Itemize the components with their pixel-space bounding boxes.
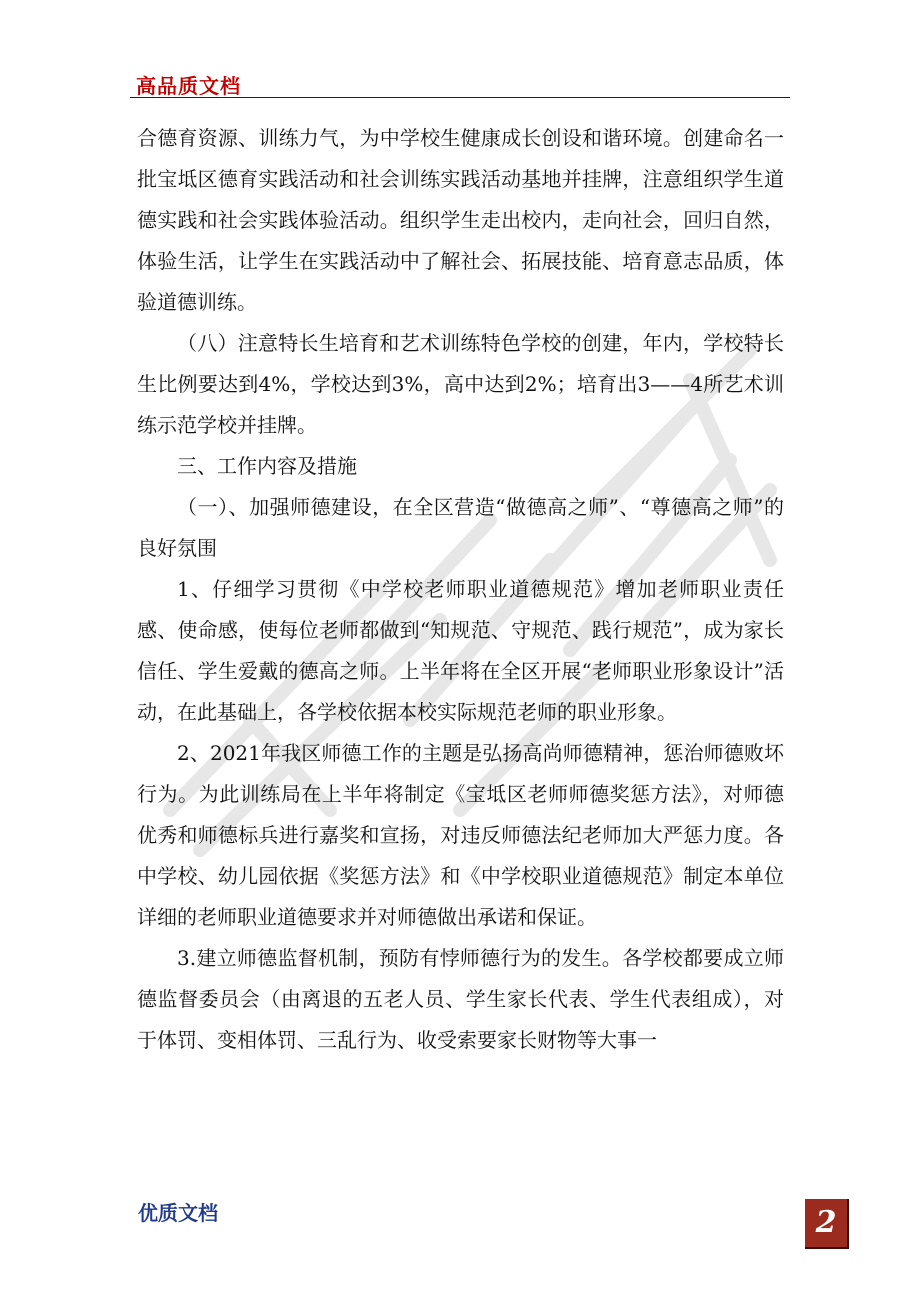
document-body xyxy=(137,118,784,1061)
document-footer-title: 优质文档 xyxy=(138,1201,218,1225)
paragraph: 合德育资源、训练力气，为中学校生健康成长创设和谐环境。创建命名一批宝坻区德育实践活动和社会训练实践活动基地并挂牌，注意组织学生道德实践和社会实践体验活动。组织学生走出校内，走向社会，回归自然，体验生活，让学生在实践活动中了解社会、拓展技能、培育意志品质，体验道德训练。 xyxy=(137,126,784,314)
paragraph: 3.建立师德监督机制，预防有悖师德行为的发生。各学校都要成立师德监督委员会（由离退的五老人员、学生家长代表、学生代表组成），对于体罚、变相体罚、三乱行为、收受索要家长财物等大事一 xyxy=(137,946,784,1052)
paragraph: 2、2021年我区师德工作的主题是弘扬高尚师德精神，惩治师德败坏行为。为此训练局在上半年将制定《宝坻区老师师德奖惩方法》，对师德优秀和师德标兵进行嘉奖和宣扬，对违反师德法纪老师加大严惩力度。各中学校、幼儿园依据《奖惩方法》和《中学校职业道德规范》制定本单位详细的老师职业道德要求并对师德做出承诺和保证。 xyxy=(137,741,784,929)
paragraph: （八）注意特长生培育和艺术训练特色学校的创建，年内，学校特长生比例要达到4%，学校达到3%，高中达到2%；培育出3——4所艺术训练示范学校并挂牌。 xyxy=(137,331,784,437)
header-divider xyxy=(130,97,790,98)
section-heading: 三、工作内容及措施 xyxy=(177,454,357,478)
page-number-badge: 2 xyxy=(805,1199,849,1249)
paragraph: （一）、加强师德建设，在全区营造“做德高之师”、“尊德高之师”的良好氛围 xyxy=(137,495,784,560)
paragraph: 1、仔细学习贯彻《中学校老师职业道德规范》增加老师职业责任感、使命感，使每位老师都做到“知规范、守规范、践行规范”，成为家长信任、学生爱戴的德高之师。上半年将在全区开展“老师职业形象设计”活动，在此基础上，各学校依据本校实际规范老师的职业形象。 xyxy=(137,577,784,724)
document-header-title: 高品质文档 xyxy=(136,74,241,98)
